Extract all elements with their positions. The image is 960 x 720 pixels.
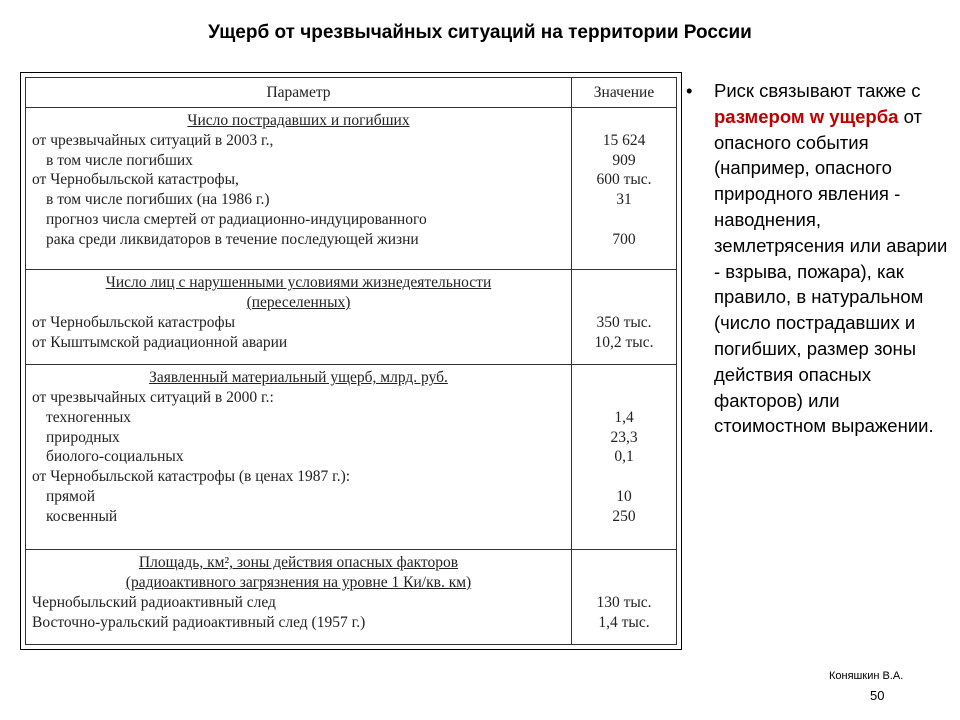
row-value: 31	[616, 191, 632, 209]
table-section	[26, 270, 677, 365]
row-value: 10	[616, 487, 632, 505]
section-values	[572, 365, 677, 550]
row-value: 700	[612, 230, 636, 248]
table-section	[26, 108, 677, 270]
row-label: в том числе погибших	[46, 151, 193, 169]
row-label: в том числе погибших (на 1986 г.)	[46, 191, 270, 209]
row-label: от Чернобыльской катастрофы	[32, 314, 236, 332]
row-value: 10,2 тыс.	[594, 333, 654, 351]
row-value: 1,4	[614, 408, 634, 426]
row-label: косвенный	[46, 507, 118, 525]
row-value: 600 тыс.	[596, 171, 652, 189]
row-value: 250	[612, 507, 636, 525]
bullet-highlight: размером w ущерба	[714, 105, 899, 127]
row-label: от Чернобыльской катастрофы,	[32, 171, 239, 189]
row-value: 909	[612, 151, 636, 169]
row-value: 23,3	[610, 428, 638, 446]
section-heading: (переселенных)	[246, 294, 351, 312]
row-label: прогноз числа смертей от радиационно-индуцированного	[46, 210, 427, 228]
bullet-text	[714, 78, 954, 439]
section-heading: Площадь, км², зоны действия опасных факторов	[138, 554, 459, 572]
row-label: от чрезвычайных ситуаций в 2000 г.:	[32, 389, 274, 406]
slide-title: Ущерб от чрезвычайных ситуаций на территории России	[208, 22, 752, 43]
row-label: природных	[46, 428, 120, 446]
bullet-point	[686, 78, 954, 439]
section-params	[26, 365, 572, 550]
row-label: от чрезвычайных ситуаций в 2003 г.,	[32, 131, 274, 149]
header-param: Параметр	[26, 78, 572, 108]
row-value	[572, 467, 676, 487]
section-heading: (радиоактивного загрязнения на уровне 1 Ки/кв. км)	[125, 573, 472, 591]
bullet-text-after: от опасного события (например, опасного природного явления - наводнения, землетрясения или аварии - взрыва, пожара), как правило, в натуральном (число пострадавших и погибших, размер зоны действия опасных факторов) или стоимостном выражении.	[714, 105, 948, 437]
row-label: прямой	[46, 487, 96, 505]
table-section	[26, 550, 677, 645]
row-value: 350 тыс.	[596, 314, 652, 332]
row-value	[572, 388, 676, 408]
section-params	[26, 108, 572, 270]
page-number: 50	[870, 688, 885, 703]
section-heading: Заявленный материальный ущерб, млрд. руб.	[149, 369, 448, 387]
row-value	[572, 210, 676, 230]
row-label: от Кыштымской радиационной аварии	[32, 333, 288, 351]
row-value: 0,1	[614, 448, 634, 466]
header-value: Значение	[572, 78, 677, 108]
table-section	[26, 365, 677, 550]
section-heading: Число лиц с нарушенными условиями жизнедеятельности	[105, 274, 492, 292]
section-values	[572, 550, 677, 645]
bullet-marker: •	[686, 80, 693, 101]
row-label: рака среди ликвидаторов в течение последующей жизни	[46, 230, 419, 248]
section-values	[572, 270, 677, 365]
table-body	[26, 108, 677, 645]
damage-table	[25, 77, 677, 645]
row-label: биолого-социальных	[46, 448, 184, 466]
row-label: от Чернобыльской катастрофы (в ценах 1987 г.):	[32, 468, 351, 486]
row-label: Чернобыльский радиоактивный след	[32, 593, 276, 611]
section-values	[572, 108, 677, 270]
row-value: 130 тыс.	[596, 593, 652, 611]
row-value: 1,4 тыс.	[598, 613, 650, 631]
bullet-text-before: Риск связывают также с	[714, 80, 921, 101]
section-params	[26, 270, 572, 365]
row-label: техногенных	[46, 408, 132, 426]
damage-table-frame	[20, 72, 682, 650]
section-params	[26, 550, 572, 645]
table-header-row	[26, 78, 677, 108]
row-value: 15 624	[602, 131, 646, 149]
section-heading: Число пострадавших и погибших	[187, 112, 410, 129]
row-label: Восточно-уральский радиоактивный след (1957 г.)	[32, 613, 366, 631]
footer-author: Коняшкин В.А.	[829, 670, 904, 682]
